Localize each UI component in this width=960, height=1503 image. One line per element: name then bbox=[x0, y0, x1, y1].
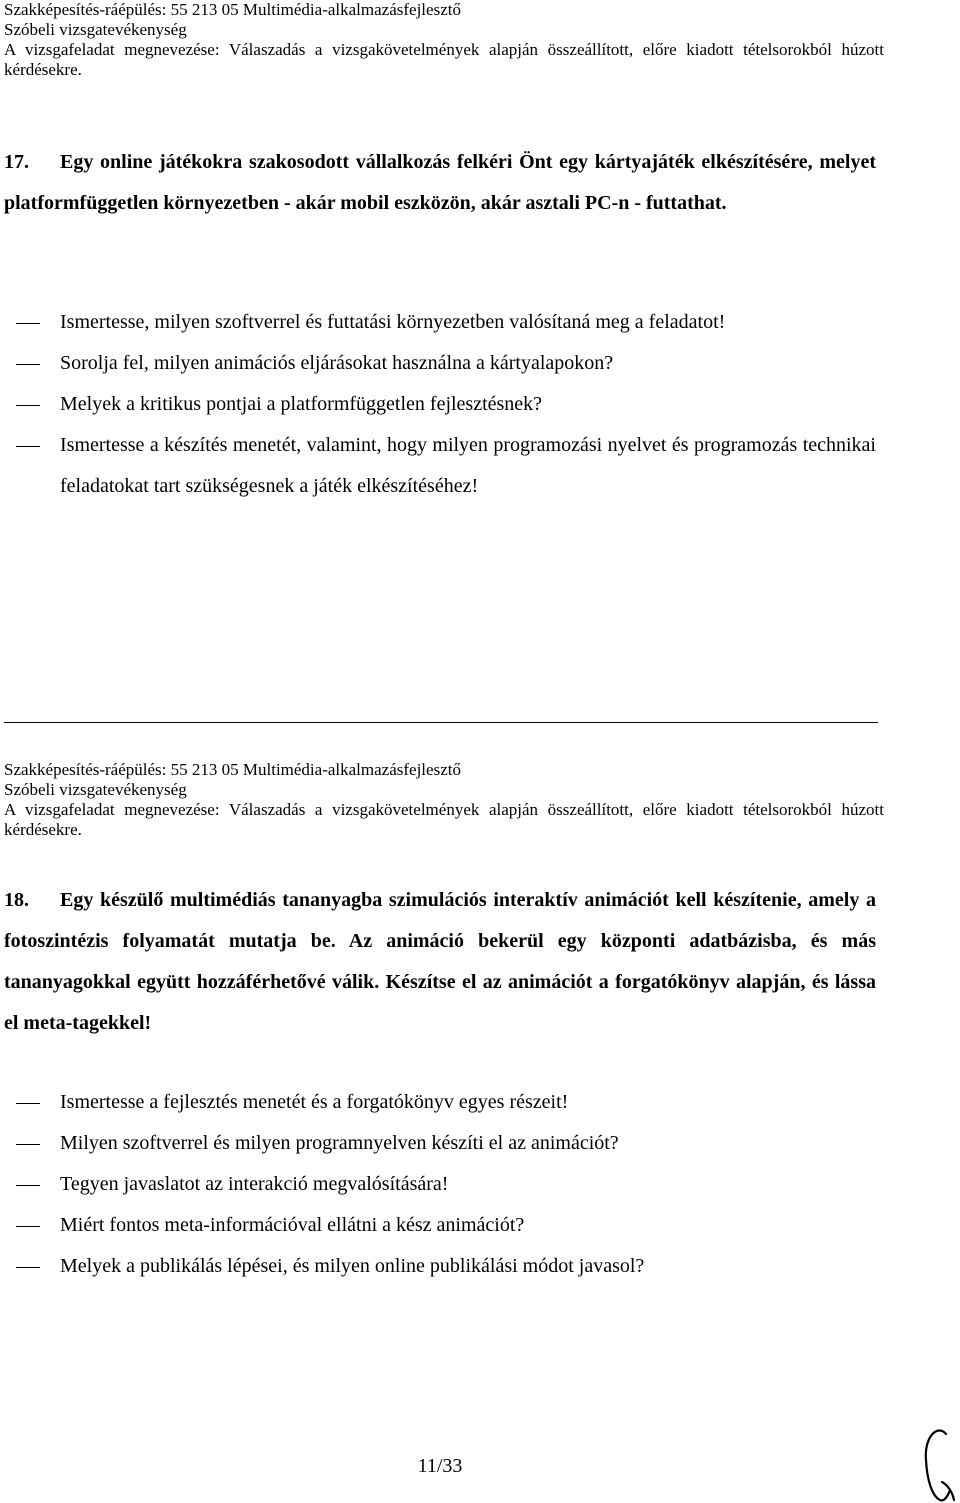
list-item: Milyen szoftverrel és milyen programnyelven készíti el az animációt? bbox=[60, 1132, 619, 1154]
header-qualification: Szakképesítés-ráépülés: 55 213 05 Multimédia-alkalmazásfejlesztő bbox=[4, 760, 461, 779]
header-exam-activity: Szóbeli vizsgatevékenység bbox=[4, 20, 187, 39]
header-top bbox=[4, 0, 884, 80]
section-divider bbox=[4, 722, 878, 723]
question-18-bullets bbox=[4, 1082, 876, 1287]
list-item: Ismertesse, milyen szoftverrel és futtatási környezetben valósítaná meg a feladatot! bbox=[60, 311, 726, 333]
list-item: Ismertesse a készítés menetét, valamint, hogy milyen programozási nyelvet és programozás technikai feladatokat tart szükségesnek a játék elkészítéséhez! bbox=[60, 434, 876, 497]
header-task-name: A vizsgafeladat megnevezése: Válaszadás a vizsgakövetelmények alapján összeállított, előre kiadott tételsorokból húzott kérdésekre. bbox=[4, 40, 884, 79]
question-number: 17. bbox=[4, 151, 29, 173]
question-text: Egy online játékokra szakosodott vállalkozás felkéri Önt egy kártyajáték elkészítésére, melyet platformfüggetlen környezetben - akár mobil eszközön, akár asztali PC-n - futtathat. bbox=[4, 151, 876, 214]
header-exam-activity: Szóbeli vizsgatevékenység bbox=[4, 780, 187, 799]
list-item: Tegyen javaslatot az interakció megvalósítására! bbox=[60, 1173, 449, 1195]
header-task-name: A vizsgafeladat megnevezése: Válaszadás a vizsgakövetelmények alapján összeállított, előre kiadott tételsorokból húzott kérdésekre. bbox=[4, 800, 884, 839]
list-item: Melyek a kritikus pontjai a platformfüggetlen fejlesztésnek? bbox=[60, 393, 543, 415]
list-item: Melyek a publikálás lépései, és milyen online publikálási módot javasol? bbox=[60, 1255, 645, 1277]
signature-icon bbox=[918, 1420, 958, 1503]
question-17-bullets bbox=[4, 302, 876, 507]
header-second bbox=[4, 760, 884, 840]
page-number: 11/33 bbox=[417, 1455, 463, 1477]
question-text: Egy készülő multimédiás tananyagba szimulációs interaktív animációt kell készítenie, amely a fotoszintézis folyamatát mutatja be. Az animáció bekerül egy központi adatbázisba, és más tananyagokkal együtt hozzáférhetővé válik. Készítse el az animációt a forgatókönyv alapján, és lássa el meta-tagekkel! bbox=[4, 889, 876, 1034]
list-item: Ismertesse a fejlesztés menetét és a forgatókönyv egyes részeit! bbox=[60, 1091, 569, 1113]
list-item: Sorolja fel, milyen animációs eljárásokat használna a kártyalapokon? bbox=[60, 352, 614, 374]
question-number: 18. bbox=[4, 889, 29, 911]
question-18 bbox=[4, 880, 876, 1044]
header-qualification: Szakképesítés-ráépülés: 55 213 05 Multimédia-alkalmazásfejlesztő bbox=[4, 0, 461, 19]
question-17 bbox=[4, 142, 876, 224]
list-item: Miért fontos meta-információval ellátni a kész animációt? bbox=[60, 1214, 525, 1236]
